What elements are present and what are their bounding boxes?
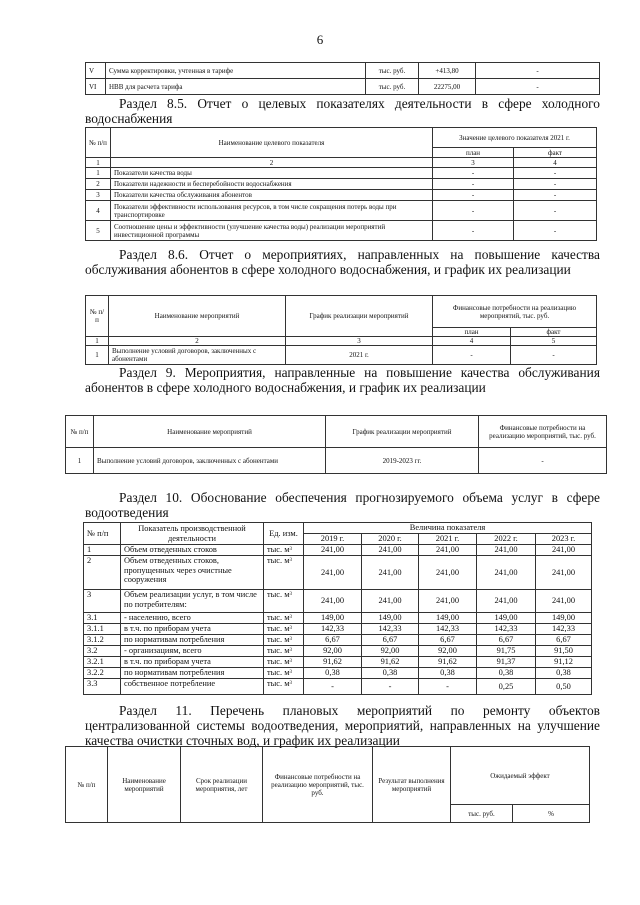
row-num: 1 [84,545,121,556]
index-cell: 2 [111,158,433,168]
col-header: № п/п [84,523,121,545]
heading-text: Раздел 9. Мероприятия, направленные на повышение качества обслуживания абонентов в сфере холодного водоснабжения, и график их реализации [85,365,600,395]
year-header: 2020 г. [362,534,419,545]
row-num: V [86,63,106,79]
row-num: 3 [86,190,111,201]
value-cell: 149,00 [477,613,536,624]
row-name: Показатели эффективности использования ресурсов, в том числе сокращения потерь воды при транспортировке [111,201,433,221]
row-plan: - [433,346,511,365]
section-11-table [65,746,590,823]
table-row [84,613,592,624]
col-header: Наименование мероприятий [108,747,181,823]
col-header: Финансовые потребности на реализацию мероприятий, тыс. руб. [479,416,607,448]
value-cell: 0,38 [536,668,592,679]
index-cell: 1 [86,337,109,346]
col-header: № п/п [66,747,108,823]
row-fact: - [514,201,597,221]
value-cell: 241,00 [477,556,536,590]
section-8-5-table [85,127,597,241]
value-cell: 241,00 [419,590,477,613]
row-plan: - [433,168,514,179]
value-cell: 0,38 [477,668,536,679]
col-header: № п/п [86,296,109,337]
year-header: 2021 г. [419,534,477,545]
tariff-table [85,62,600,95]
section-8-5-heading [85,96,600,126]
row-name: - организациям, всего [121,646,264,657]
col-header: тыс. руб. [451,805,513,823]
unit-superscript: 3 [289,615,292,620]
row-name: Объем отведенных стоков, пропущенных через очистные сооружения [121,556,264,590]
row-num: 3.1 [84,613,121,624]
col-header: Финансовые потребности на реализацию мероприятий, тыс. руб. [263,747,373,823]
row-name: по нормативам потребления [121,635,264,646]
value-cell: 0,50 [536,679,592,695]
row-schedule: 2019-2023 гг. [326,448,479,474]
row-num: 1 [86,346,109,365]
table-row [84,646,592,657]
table-row [86,179,597,190]
col-header: Величина показателя [304,523,592,534]
index-cell: 3 [433,158,514,168]
row-fact: - [476,63,600,79]
unit-superscript: 3 [289,648,292,653]
row-plan: - [433,190,514,201]
heading-text: Раздел 10. Обоснование обеспечения прогнозируемого объема услуг в сфере водоотведения [85,490,600,520]
value-cell: - [362,679,419,695]
row-num: 1 [66,448,94,474]
col-header: Срок реализации мероприятия, лет [181,747,263,823]
row-name: Сумма корректировки, учтенная в тарифе [106,63,366,79]
value-cell: 149,00 [419,613,477,624]
section-9-heading [85,365,600,395]
value-cell: 92,00 [362,646,419,657]
unit-text: тыс. м [267,613,290,622]
row-name: в т.ч. по приборам учета [121,657,264,668]
section-10-table [83,522,592,695]
value-cell: 142,33 [362,624,419,635]
value-cell: 142,33 [477,624,536,635]
row-schedule: 2021 г. [286,346,433,365]
section-9-table [65,415,607,474]
unit-text: тыс. м [267,556,290,565]
row-unit: тыс. руб. [366,79,419,95]
col-header: план [433,328,511,337]
value-cell: 92,00 [304,646,362,657]
row-name: в т.ч. по приборам учета [121,624,264,635]
value-cell: 149,00 [536,613,592,624]
value-cell: 241,00 [362,545,419,556]
table-row [84,679,592,695]
heading-text: Раздел 8.6. Отчет о мероприятиях, направленных на повышение качества обслуживания абонентов в сфере холодного водоснабжения, и график их реализации [85,247,600,277]
page-number: 6 [316,32,324,47]
row-value: +413,80 [419,63,476,79]
row-name: Объем реализации услуг, в том числе по потребителям: [121,590,264,613]
table-row [86,201,597,221]
year-header: 2019 г. [304,534,362,545]
col-header: Наименование мероприятий [94,416,326,448]
value-cell: 149,00 [304,613,362,624]
row-name: Показатели качества воды [111,168,433,179]
value-cell: 6,67 [419,635,477,646]
row-unit [264,613,304,624]
index-cell: 4 [514,158,597,168]
value-cell: 0,25 [477,679,536,695]
table-row [86,221,597,241]
table-row [84,590,592,613]
row-name: НВВ для расчета тарифа [106,79,366,95]
value-cell: 6,67 [477,635,536,646]
row-unit [264,545,304,556]
value-cell: 0,38 [304,668,362,679]
value-cell: 92,00 [419,646,477,657]
value-cell: 241,00 [536,556,592,590]
col-header: факт [514,148,597,158]
value-cell: 241,00 [304,590,362,613]
index-cell: 4 [433,337,511,346]
row-name: собственное потребление [121,679,264,695]
index-cell: 1 [86,158,111,168]
index-cell: 3 [286,337,433,346]
section-10-heading [85,490,600,520]
col-header: % [513,805,590,823]
section-11-heading [85,703,600,748]
row-value: 22275,00 [419,79,476,95]
row-plan: - [433,201,514,221]
row-num: 3.2 [84,646,121,657]
col-header: Результат выполнения мероприятий [373,747,451,823]
value-cell: 241,00 [536,545,592,556]
row-fact: - [476,79,600,95]
unit-text: тыс. м [267,679,290,688]
table-row [86,346,597,365]
col-header: план [433,148,514,158]
unit-text: тыс. м [267,646,290,655]
value-cell: 91,62 [419,657,477,668]
table-row [84,635,592,646]
col-header: Показатель производственной деятельности [121,523,264,545]
row-name: Показатели качества обслуживания абонентов [111,190,433,201]
row-unit: тыс. руб. [366,63,419,79]
unit-text: тыс. м [267,668,290,677]
unit-text: тыс. м [267,624,290,633]
year-header: 2023 г. [536,534,592,545]
table-row [84,624,592,635]
row-plan: - [433,179,514,190]
row-name: Показатели надежности и бесперебойности водоснабжения [111,179,433,190]
row-unit [264,624,304,635]
value-cell: 241,00 [362,590,419,613]
value-cell: 241,00 [304,556,362,590]
value-cell: 241,00 [304,545,362,556]
table-row [84,545,592,556]
row-fact: - [514,190,597,201]
table-row [84,657,592,668]
row-unit [264,646,304,657]
row-unit [264,679,304,695]
col-header: График реализации мероприятий [286,296,433,337]
value-cell: 241,00 [362,556,419,590]
unit-superscript: 3 [289,681,292,686]
table-row [86,63,600,79]
table-row [86,190,597,201]
unit-superscript: 3 [289,558,292,563]
col-header: Ед. изм. [264,523,304,545]
row-num: 5 [86,221,111,241]
unit-text: тыс. м [267,657,290,666]
row-num: 3.3 [84,679,121,695]
table-row [84,668,592,679]
row-num: 3.2.2 [84,668,121,679]
value-cell: 142,33 [536,624,592,635]
table-row [86,168,597,179]
value-cell: 0,38 [419,668,477,679]
row-fact: - [514,221,597,241]
unit-superscript: 3 [289,547,292,552]
col-header: № п/п [66,416,94,448]
value-cell: 6,67 [362,635,419,646]
table-row [66,448,607,474]
value-cell: 91,50 [536,646,592,657]
value-cell: - [419,679,477,695]
row-num: 4 [86,201,111,221]
index-cell: 5 [511,337,597,346]
row-name: Соотношение цены и эффективности (улучшение качества воды) реализации мероприятий инвестиционной программы [111,221,433,241]
row-num: 2 [84,556,121,590]
value-cell: 91,62 [362,657,419,668]
value-cell: 241,00 [536,590,592,613]
col-header: факт [511,328,597,337]
row-name: - населению, всего [121,613,264,624]
row-name: Выполнение условий договоров, заключенных с абонентами [94,448,326,474]
value-cell: 241,00 [477,590,536,613]
row-name: по нормативам потребления [121,668,264,679]
col-header: График реализации мероприятий [326,416,479,448]
unit-superscript: 3 [289,592,292,597]
row-num: VI [86,79,106,95]
value-cell: 0,38 [362,668,419,679]
unit-superscript: 3 [289,659,292,664]
row-fact: - [511,346,597,365]
value-cell: 91,75 [477,646,536,657]
row-unit [264,556,304,590]
value-cell: 91,62 [304,657,362,668]
table-row [86,79,600,95]
value-cell: 241,00 [419,556,477,590]
value-cell: 142,33 [419,624,477,635]
row-unit [264,657,304,668]
value-cell: 241,00 [419,545,477,556]
table-row [84,556,592,590]
row-unit [264,635,304,646]
value-cell: 6,67 [304,635,362,646]
unit-superscript: 3 [289,626,292,631]
value-cell: - [304,679,362,695]
unit-text: тыс. м [267,635,290,644]
col-header: Наименование мероприятий [109,296,286,337]
heading-text: Раздел 8.5. Отчет о целевых показателях деятельности в сфере холодного водоснабжения [85,96,600,126]
heading-text: Раздел 11. Перечень плановых мероприятий по ремонту объектов централизованной системы водоотведения, мероприятий, направленных на улучшение качества очистки сточных вод, и график их реализации [85,703,600,748]
index-cell: 2 [109,337,286,346]
value-cell: 149,00 [362,613,419,624]
row-fact: - [514,179,597,190]
row-unit [264,668,304,679]
row-num: 3.1.1 [84,624,121,635]
row-num: 1 [86,168,111,179]
row-num: 3.2.1 [84,657,121,668]
value-cell: 91,37 [477,657,536,668]
col-header: № п/п [86,128,111,158]
row-num: 3.1.2 [84,635,121,646]
col-header: Значение целевого показателя 2021 г. [433,128,597,148]
col-header: Финансовые потребности на реализацию мероприятий, тыс. руб. [433,296,597,328]
row-plan: - [433,221,514,241]
value-cell: 6,67 [536,635,592,646]
value-cell: 142,33 [304,624,362,635]
row-num: 2 [86,179,111,190]
row-fin: - [479,448,607,474]
col-header: Ожидаемый эффект [451,747,590,805]
row-num: 3 [84,590,121,613]
value-cell: 91,12 [536,657,592,668]
unit-text: тыс. м [267,545,290,554]
row-name: Объем отведенных стоков [121,545,264,556]
row-fact: - [514,168,597,179]
row-unit [264,590,304,613]
unit-text: тыс. м [267,590,290,599]
year-header: 2022 г. [477,534,536,545]
section-8-6-heading [85,247,600,277]
unit-superscript: 3 [289,637,292,642]
col-header: Наименование целевого показателя [111,128,433,158]
unit-superscript: 3 [289,670,292,675]
section-8-6-table [85,295,597,365]
value-cell: 241,00 [477,545,536,556]
row-name: Выполнение условий договоров, заключенных с абонентами [109,346,286,365]
